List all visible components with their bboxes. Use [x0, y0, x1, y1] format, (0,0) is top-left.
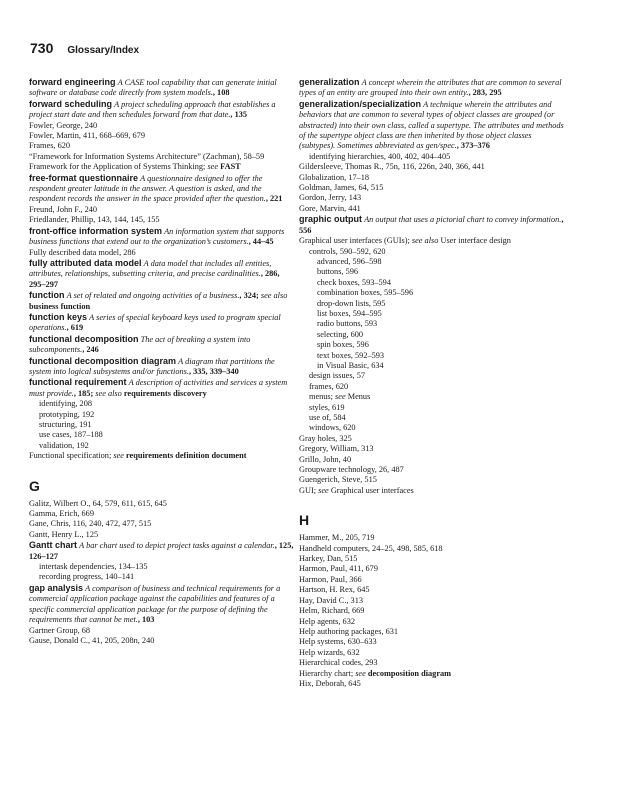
entry-text: styles, 619: [309, 402, 345, 412]
index-entry: [299, 152, 565, 162]
entry-text: identifying hierarchies, 400, 402, 404–405: [309, 151, 451, 161]
entry-text: Groupware technology, 26, 487: [299, 465, 404, 475]
index-entry: [29, 530, 295, 540]
entry-pages: , 103: [137, 615, 155, 625]
entry-pages: , 44–45: [248, 237, 274, 247]
index-entry: [299, 465, 565, 475]
index-entry: [299, 309, 565, 319]
entry-text: Gantt, Henry L., 125: [29, 529, 99, 539]
index-entry: [29, 141, 295, 151]
see-target: FAST: [220, 162, 241, 172]
entry-text: Framework for the Application of Systems Thinking;: [29, 162, 208, 172]
entry-text: Functional specification;: [29, 451, 114, 461]
g-entries-right: [299, 77, 565, 496]
index-entry: [29, 99, 295, 121]
index-entry: [29, 131, 295, 141]
entry-term: functional requirement: [29, 377, 127, 388]
entry-definition: A bar chart used to depict project tasks against a calendar.: [79, 541, 275, 551]
see-target: business function: [29, 301, 91, 311]
index-entry: [29, 519, 295, 529]
index-entry: [29, 290, 295, 312]
index-entry: [299, 77, 565, 99]
entry-definition: The act of breaking a system into subcomponents.: [29, 334, 251, 355]
entry-definition: A questionnaire designed to offer the respondent greater latitude in the answer. A question is asked, and the respondent records the answer in the space provided after the question.: [29, 173, 266, 204]
index-entry: [299, 99, 565, 152]
index-entry: [299, 455, 565, 465]
entry-text: advanced, 596–598: [317, 256, 382, 266]
entry-text: in Visual Basic, 634: [317, 360, 384, 370]
page-header: [30, 40, 139, 56]
see-reference: see also: [260, 291, 288, 301]
index-entry: [29, 162, 295, 172]
entry-text: radio buttons, 593: [317, 319, 378, 329]
index-entry: [299, 423, 565, 433]
index-entry: [299, 669, 565, 679]
index-entry: [299, 267, 565, 277]
index-entry: [299, 658, 565, 668]
entry-text: Harmon, Paul, 366: [299, 574, 362, 584]
index-entry: [299, 554, 565, 564]
index-entry: [299, 278, 565, 288]
index-entry: [299, 564, 565, 574]
entry-definition: A description of activities and services a system must provide.: [29, 378, 288, 398]
index-entry: [29, 356, 295, 378]
index-entry: [29, 248, 295, 258]
entry-definition: A comparison of business and technical requirements for a commercial application package against the capabilities and features of a specific commercial application package for the purpose of defining the requirements that cannot be met.: [29, 583, 281, 625]
index-entry: [29, 410, 295, 420]
see-target: decomposition diagram: [367, 668, 452, 678]
index-entry: [29, 499, 295, 509]
see-reference: see: [335, 392, 348, 402]
index-entry: [299, 361, 565, 371]
entry-text: Hartson, H. Rex, 645: [299, 585, 370, 595]
entry-text: Helm, Richard, 669: [299, 606, 365, 616]
entry-text: Gordon, Jerry, 143: [299, 193, 362, 203]
left-column: [29, 77, 295, 646]
entry-text: Hierarchy chart;: [299, 668, 356, 678]
entry-term: generalization/specialization: [299, 98, 422, 109]
entry-pages: , 373–376: [456, 141, 490, 151]
index-entry: [299, 371, 565, 381]
index-entry: [29, 312, 295, 334]
index-entry: [299, 162, 565, 172]
index-entry: [29, 173, 295, 205]
index-entry: [29, 77, 295, 99]
index-entry: [29, 509, 295, 519]
entry-text: Frames, 620: [29, 141, 71, 151]
section-letter-h: H: [299, 512, 310, 529]
index-entry: [299, 637, 565, 647]
entry-term: gap analysis: [29, 582, 84, 593]
entry-term: forward scheduling: [29, 98, 113, 109]
entry-pages: , 185;: [73, 388, 96, 398]
index-entry: [299, 475, 565, 485]
entry-term: front-office information system: [29, 225, 163, 236]
index-entry: [299, 679, 565, 689]
index-entry: [29, 226, 295, 248]
entry-text: “Framework for Information Systems Architecture” (Zachman), 58–59: [29, 151, 265, 161]
h-entries-right: [299, 533, 565, 689]
index-entry: [29, 441, 295, 451]
entry-text: Hix, Deborah, 645: [299, 678, 361, 688]
index-entry: [299, 533, 565, 543]
see-reference: see: [318, 485, 331, 495]
entry-text: drop-down lists, 595: [317, 298, 386, 308]
g-entries-left: [29, 499, 295, 647]
entry-definition: A CASE tool capability that can generate initial software or database code directly from system models.: [29, 78, 277, 98]
index-entry: [299, 434, 565, 444]
see-target: Menus: [347, 392, 371, 402]
entry-text: list boxes, 594–595: [317, 308, 382, 318]
see-reference: see: [207, 162, 221, 172]
index-entry: [29, 152, 295, 162]
entry-text: windows, 620: [309, 423, 356, 433]
running-head: Glossary/Index: [67, 45, 140, 56]
entry-text: Help wizards, 632: [299, 647, 360, 657]
entry-text: Freund, John F., 240: [29, 204, 98, 214]
entry-text: identifying, 208: [39, 399, 93, 409]
page-number: 730: [30, 40, 54, 56]
index-entry: [299, 351, 565, 361]
entry-text: Gore, Marvin, 441: [299, 203, 361, 213]
entry-text: combination boxes, 595–596: [317, 288, 414, 298]
entry-text: GUI;: [299, 485, 319, 495]
entry-pages: , 556: [299, 215, 564, 235]
entry-text: Harkey, Dan, 515: [299, 554, 358, 564]
entry-text: Gause, Donald C., 41, 205, 208n, 240: [29, 635, 155, 645]
index-entry: [29, 205, 295, 215]
entry-text: Harmon, Paul, 411, 679: [299, 564, 378, 574]
entry-text: structuring, 191: [39, 420, 92, 429]
index-entry: [299, 403, 565, 413]
index-entry: [29, 562, 295, 572]
entry-text: prototyping, 192: [39, 409, 95, 419]
entry-pages: , 324;: [239, 291, 261, 301]
f-entries-left: [29, 77, 295, 462]
see-target: requirements definition document: [126, 451, 247, 461]
entry-text: validation, 192: [39, 440, 89, 450]
entry-term: fully attributed data model: [29, 257, 142, 268]
entry-text: Help authoring packages, 631: [299, 626, 399, 636]
index-entry: [29, 258, 295, 290]
index-entry: [299, 340, 565, 350]
entry-definition: A series of special keyboard keys used to program special operations.: [29, 312, 281, 333]
entry-text: spin boxes, 596: [317, 340, 369, 350]
index-entry: [29, 636, 295, 646]
entry-term: generalization: [299, 77, 360, 87]
entry-text: Goldman, James, 64, 515: [299, 183, 384, 193]
entry-text: Gartner Group, 68: [29, 625, 91, 635]
index-entry: [29, 430, 295, 440]
index-entry: [299, 173, 565, 183]
entry-text: Gamma, Erich, 669: [29, 509, 94, 519]
entry-text: Guengerich, Steve, 515: [299, 475, 377, 485]
entry-text: design issues, 57: [309, 371, 366, 381]
index-entry: [299, 617, 565, 627]
entry-text: Grillo, John, 40: [299, 454, 352, 464]
index-entry: [29, 451, 295, 461]
entry-definition: An information system that supports business functions that extend out to the organization’s customers.: [29, 226, 285, 247]
entry-definition: A project scheduling approach that establishes a project start date and then schedules forward from that date.: [29, 99, 276, 120]
entry-text: Fowler, Martin, 411, 668–669, 679: [29, 131, 145, 141]
entry-text: Friedlander, Phillip, 143, 144, 145, 155: [29, 215, 160, 225]
entry-text: selecting, 600: [317, 329, 364, 339]
entry-text: text boxes, 592–593: [317, 350, 385, 360]
index-entry: [29, 540, 295, 562]
entry-text: Graphical user interfaces (GUIs);: [299, 236, 412, 246]
entry-text: frames, 620: [309, 381, 349, 391]
see-reference: see: [113, 451, 127, 461]
see-reference: see also: [411, 236, 441, 246]
entry-pages: , 619: [66, 323, 84, 333]
entry-definition: A diagram that partitions the system into logical subsystems and/or functions.: [29, 356, 275, 376]
entry-text: Gray holes, 325: [299, 433, 352, 443]
index-entry: [299, 236, 565, 246]
entry-term: graphic output: [299, 214, 362, 225]
entry-text: use cases, 187–188: [39, 430, 103, 440]
index-entry: [29, 377, 295, 399]
index-entry: [299, 585, 565, 595]
index-entry: [29, 121, 295, 131]
index-entry: [29, 334, 295, 356]
index-entry: [299, 444, 565, 454]
see-target: Graphical user interfaces: [330, 485, 414, 495]
entry-pages: , 283, 295: [468, 88, 502, 98]
entry-pages: , 125, 126–127: [29, 541, 294, 561]
index-entry: [299, 204, 565, 214]
index-entry: [299, 606, 565, 616]
entry-definition: A technique wherein the attributes and behaviors that are common to several types of object classes are grouped (or abstracted) into their own class, called a supertype. The attributes and methods of the supertype object class are then inherited by those object classes (subtypes). Sometimes abbreviated as gen/spec.: [299, 99, 564, 151]
index-entry: [299, 330, 565, 340]
index-entry: [299, 575, 565, 585]
entry-definition: A set of related and ongoing activities of a business.: [66, 291, 240, 301]
index-entry: [299, 392, 565, 402]
entry-text: intertask dependencies, 134–135: [39, 562, 148, 572]
index-entry: [29, 215, 295, 225]
entry-pages: , 108: [212, 88, 230, 98]
entry-pages: , 135: [230, 110, 248, 120]
entry-text: Globalization, 17–18: [299, 172, 370, 182]
index-entry: [299, 627, 565, 637]
entry-text: recording progress, 140–141: [39, 572, 135, 582]
index-entry: [299, 193, 565, 203]
entry-definition: A data model that includes all entities, attributes, relationships, subsetting criteria, and precise cardinalities.: [29, 258, 272, 279]
see-reference: see: [355, 668, 368, 678]
entry-text: Gregory, William, 313: [299, 444, 374, 454]
entry-pages: , 221: [265, 194, 283, 204]
entry-text: Fully described data model, 286: [29, 247, 136, 257]
entry-text: check boxes, 593–594: [317, 277, 391, 287]
entry-text: controls, 590–592, 620: [309, 246, 386, 256]
entry-text: Gildersleeve, Thomas R., 75n, 116, 226n, 240, 366, 441: [299, 162, 485, 172]
index-entry: [299, 247, 565, 257]
index-entry: [29, 399, 295, 409]
entry-pages: , 335, 339–340: [188, 366, 239, 376]
index-entry: [299, 299, 565, 309]
entry-text: buttons, 596: [317, 267, 359, 277]
entry-text: Galitz, Wilbert O., 64, 579, 611, 615, 645: [29, 498, 167, 508]
right-column: [299, 77, 565, 689]
entry-pages: , 286, 295–297: [29, 269, 280, 289]
index-entry: [299, 257, 565, 267]
index-entry: [299, 544, 565, 554]
entry-definition: An output that uses a pictorial chart to convey information.: [364, 215, 562, 225]
index-entry: [299, 413, 565, 423]
index-entry: [299, 319, 565, 329]
entry-text: menus;: [309, 392, 336, 402]
index-entry: [299, 382, 565, 392]
index-entry: [299, 183, 565, 193]
entry-term: functional decomposition: [29, 333, 139, 344]
index-entry: [29, 583, 295, 626]
entry-text: Hierarchical codes, 293: [299, 658, 378, 668]
index-entry: [29, 420, 295, 430]
entry-text: Gane, Chris, 116, 240, 472, 477, 515: [29, 519, 152, 529]
index-entry: [29, 572, 295, 582]
section-letter-g: G: [29, 477, 40, 494]
entry-term: function keys: [29, 311, 88, 322]
entry-pages: , 246: [82, 345, 99, 355]
index-entry: [299, 214, 565, 236]
see-target: User interface design: [440, 236, 511, 246]
entry-definition: A concept wherein the attributes that are common to several types of an entity are grouped into their own entity.: [299, 78, 562, 98]
entry-text: Hammer, M., 205, 719: [299, 533, 375, 543]
index-entry: [299, 486, 565, 496]
see-target: requirements discovery: [123, 388, 207, 398]
entry-term: Gantt chart: [29, 540, 78, 551]
entry-text: Help systems, 630–633: [299, 637, 377, 647]
index-entry: [299, 596, 565, 606]
entry-text: use of, 584: [309, 413, 346, 422]
entry-text: Handheld computers, 24–25, 498, 585, 618: [299, 543, 443, 553]
entry-term: functional decomposition diagram: [29, 355, 177, 366]
index-entry: [299, 288, 565, 298]
entry-term: forward engineering: [29, 77, 116, 87]
entry-term: free-format questionnaire: [29, 172, 139, 183]
see-reference: see also: [95, 388, 124, 398]
index-entry: [29, 626, 295, 636]
index-entry: [299, 648, 565, 658]
entry-text: Hay, David C., 313: [299, 595, 363, 605]
entry-term: function: [29, 290, 65, 301]
entry-text: Fowler, George, 240: [29, 120, 98, 130]
entry-text: Help agents, 632: [299, 616, 355, 626]
